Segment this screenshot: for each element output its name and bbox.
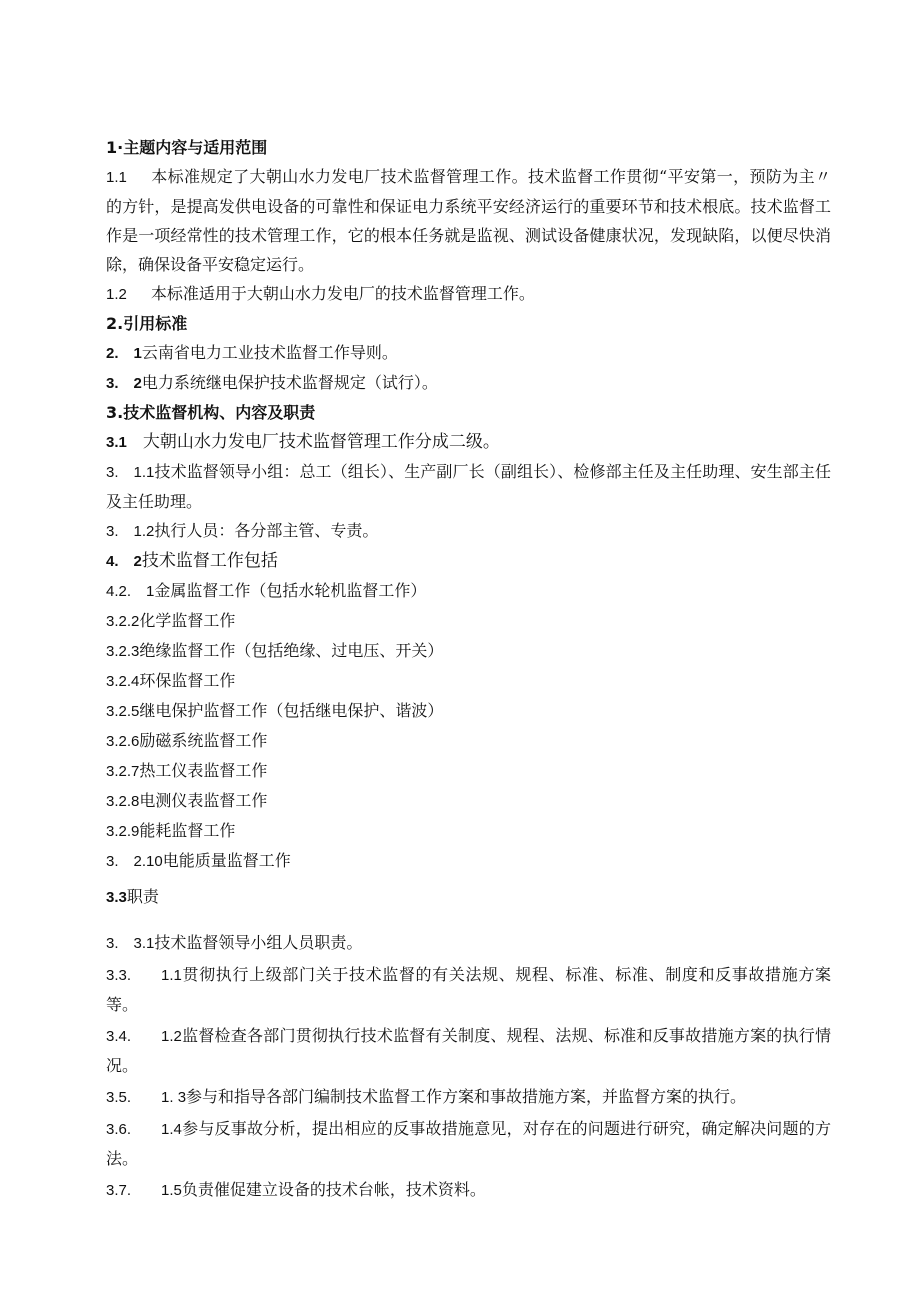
list-item-text: 化学监督工作 [139, 611, 236, 630]
clause-1-1 [106, 162, 831, 279]
document-body [106, 133, 831, 1205]
clause-1-1-text: 本标准规定了大朝山水力发电厂技术监督管理工作。技术监督工作贯彻“平安第一，预防为主〃的方针，是提高发供电设备的可靠性和保证电力系统平安经济运行的重要环节和技术根底。技术监督工作是一项经常性的技术管理工作，它的根本任务就是监视、测试设备健康状况，发现缺陷，以便尽快消除，确保设备平安稳定运行。 [106, 167, 831, 274]
list-item-number: 3. 2.10 [106, 853, 163, 870]
list-item-number: 3.2.6 [106, 733, 140, 750]
list-item-text: 参与反事故分析，提出相应的反事故措施意见，对存在的问题进行研究，确定解决问题的方法。 [106, 1119, 831, 1168]
list-item-number: 3.3. 1.1 [106, 967, 182, 984]
list-item-text: 贯彻执行上级部门关于技术监督的有关法规、规程、标准、标准、制度和反事故措施方案等。 [106, 965, 831, 1014]
list-item-text: 监督检查各部门贯彻执行技术监督有关制度、规程、法规、标准和反事故措施方案的执行情况。 [106, 1026, 831, 1075]
clause-1-1-number: 1.1 [106, 169, 127, 186]
list-item-text: 能耗监督工作 [139, 821, 236, 840]
clause-3-1-1 [106, 457, 831, 516]
list-item-number: 4.2. 1 [106, 583, 155, 600]
list-item-text: 绝缘监督工作（包括绝缘、过电压、开关） [139, 641, 444, 660]
clause-3-3-text: 职责 [126, 887, 159, 906]
list-item [106, 666, 831, 696]
list-item-number: 3.2.5 [106, 703, 140, 720]
list-item-text: 电能质量监督工作 [162, 851, 291, 870]
clause-3-3-1 [106, 928, 831, 958]
list-item-text: 继电保护监督工作（包括继电保护、谐波） [139, 701, 444, 720]
clause-1-2-number: 1.2 [106, 286, 127, 303]
list-item-text: 励磁系统监督工作 [139, 731, 268, 750]
list-item [106, 816, 831, 846]
list-item-number: 3.2.2 [106, 613, 140, 630]
clause-2-1 [106, 338, 831, 368]
list-item [106, 606, 831, 636]
clause-3-1-text: 大朝山水力发电厂技术监督管理工作分成二级。 [142, 432, 500, 452]
clause-3-1-2-number: 3. 1.2 [106, 523, 155, 540]
list-item [106, 636, 831, 666]
clause-1-2-text: 本标准适用于大朝山水力发电厂的技术监督管理工作。 [150, 284, 535, 303]
list-item-text: 电测仪表监督工作 [139, 791, 268, 810]
clause-2-1-text: 云南省电力工业技术监督工作导则。 [141, 343, 398, 362]
section-3-title: 3.技术监督机构、内容及职责 [106, 403, 316, 422]
list-item [106, 696, 831, 726]
list-item-number: 3.6. 1.4 [106, 1121, 182, 1138]
clause-2-1-number: 2. 1 [106, 345, 142, 362]
list-item-text: 环保监督工作 [139, 671, 236, 690]
list-item [106, 576, 831, 606]
clause-1-2 [106, 279, 831, 309]
clause-2-2-number: 3. 2 [106, 375, 142, 392]
list-item-text: 负责催促建立设备的技术台帐，技术资料。 [181, 1180, 486, 1199]
clause-3-2-number: 4. 2 [106, 553, 142, 570]
list-item [106, 846, 831, 876]
section-2-title: 2.引用标准 [106, 314, 188, 333]
list-item [106, 1175, 831, 1205]
clause-3-3 [106, 882, 831, 912]
list-item [106, 1021, 831, 1080]
clause-3-1-number: 3.1 [106, 434, 127, 451]
clause-3-1-1-number: 3. 1.1 [106, 464, 155, 481]
list-item-number: 3.7. 1.5 [106, 1182, 182, 1199]
list-item [106, 1114, 831, 1173]
list-item [106, 786, 831, 816]
clause-3-1-1-text: 技术监督领导小组：总工（组长）、生产副厂长（副组长）、检修部主任及主任助理、安生部主任及主任助理。 [106, 462, 831, 511]
clause-3-2 [106, 546, 831, 576]
list-item-number: 3.2.4 [106, 673, 140, 690]
list-item [106, 960, 831, 1019]
clause-3-2-text: 技术监督工作包括 [141, 551, 278, 571]
list-item-number: 3.2.9 [106, 823, 140, 840]
list-item-number: 3.4. 1.2 [106, 1028, 182, 1045]
clause-2-2 [106, 368, 831, 398]
list-item-number: 3.5. 1. 3 [106, 1089, 187, 1106]
clause-3-3-1-number: 3. 3.1 [106, 935, 155, 952]
section-1-title: 1·主题内容与适用范围 [106, 138, 268, 157]
list-item-text: 金属监督工作（包括水轮机监督工作） [154, 581, 427, 600]
clause-3-1-2-text: 执行人员：各分部主管、专责。 [154, 521, 379, 540]
list-item [106, 756, 831, 786]
list-item-number: 3.2.8 [106, 793, 140, 810]
clause-3-3-1-text: 技术监督领导小组人员职责。 [154, 933, 363, 952]
list-item-text: 参与和指导各部门编制技术监督工作方案和事故措施方案，并监督方案的执行。 [186, 1087, 747, 1106]
list-item [106, 1082, 831, 1112]
list-item-text: 热工仪表监督工作 [139, 761, 268, 780]
clause-3-1-2 [106, 516, 831, 546]
clause-2-2-text: 电力系统继电保护技术监督规定（试行）。 [141, 373, 438, 392]
list-item-number: 3.2.7 [106, 763, 140, 780]
clause-3-1 [106, 427, 831, 457]
list-item-number: 3.2.3 [106, 643, 140, 660]
clause-3-3-number: 3.3 [106, 889, 127, 906]
list-item [106, 726, 831, 756]
